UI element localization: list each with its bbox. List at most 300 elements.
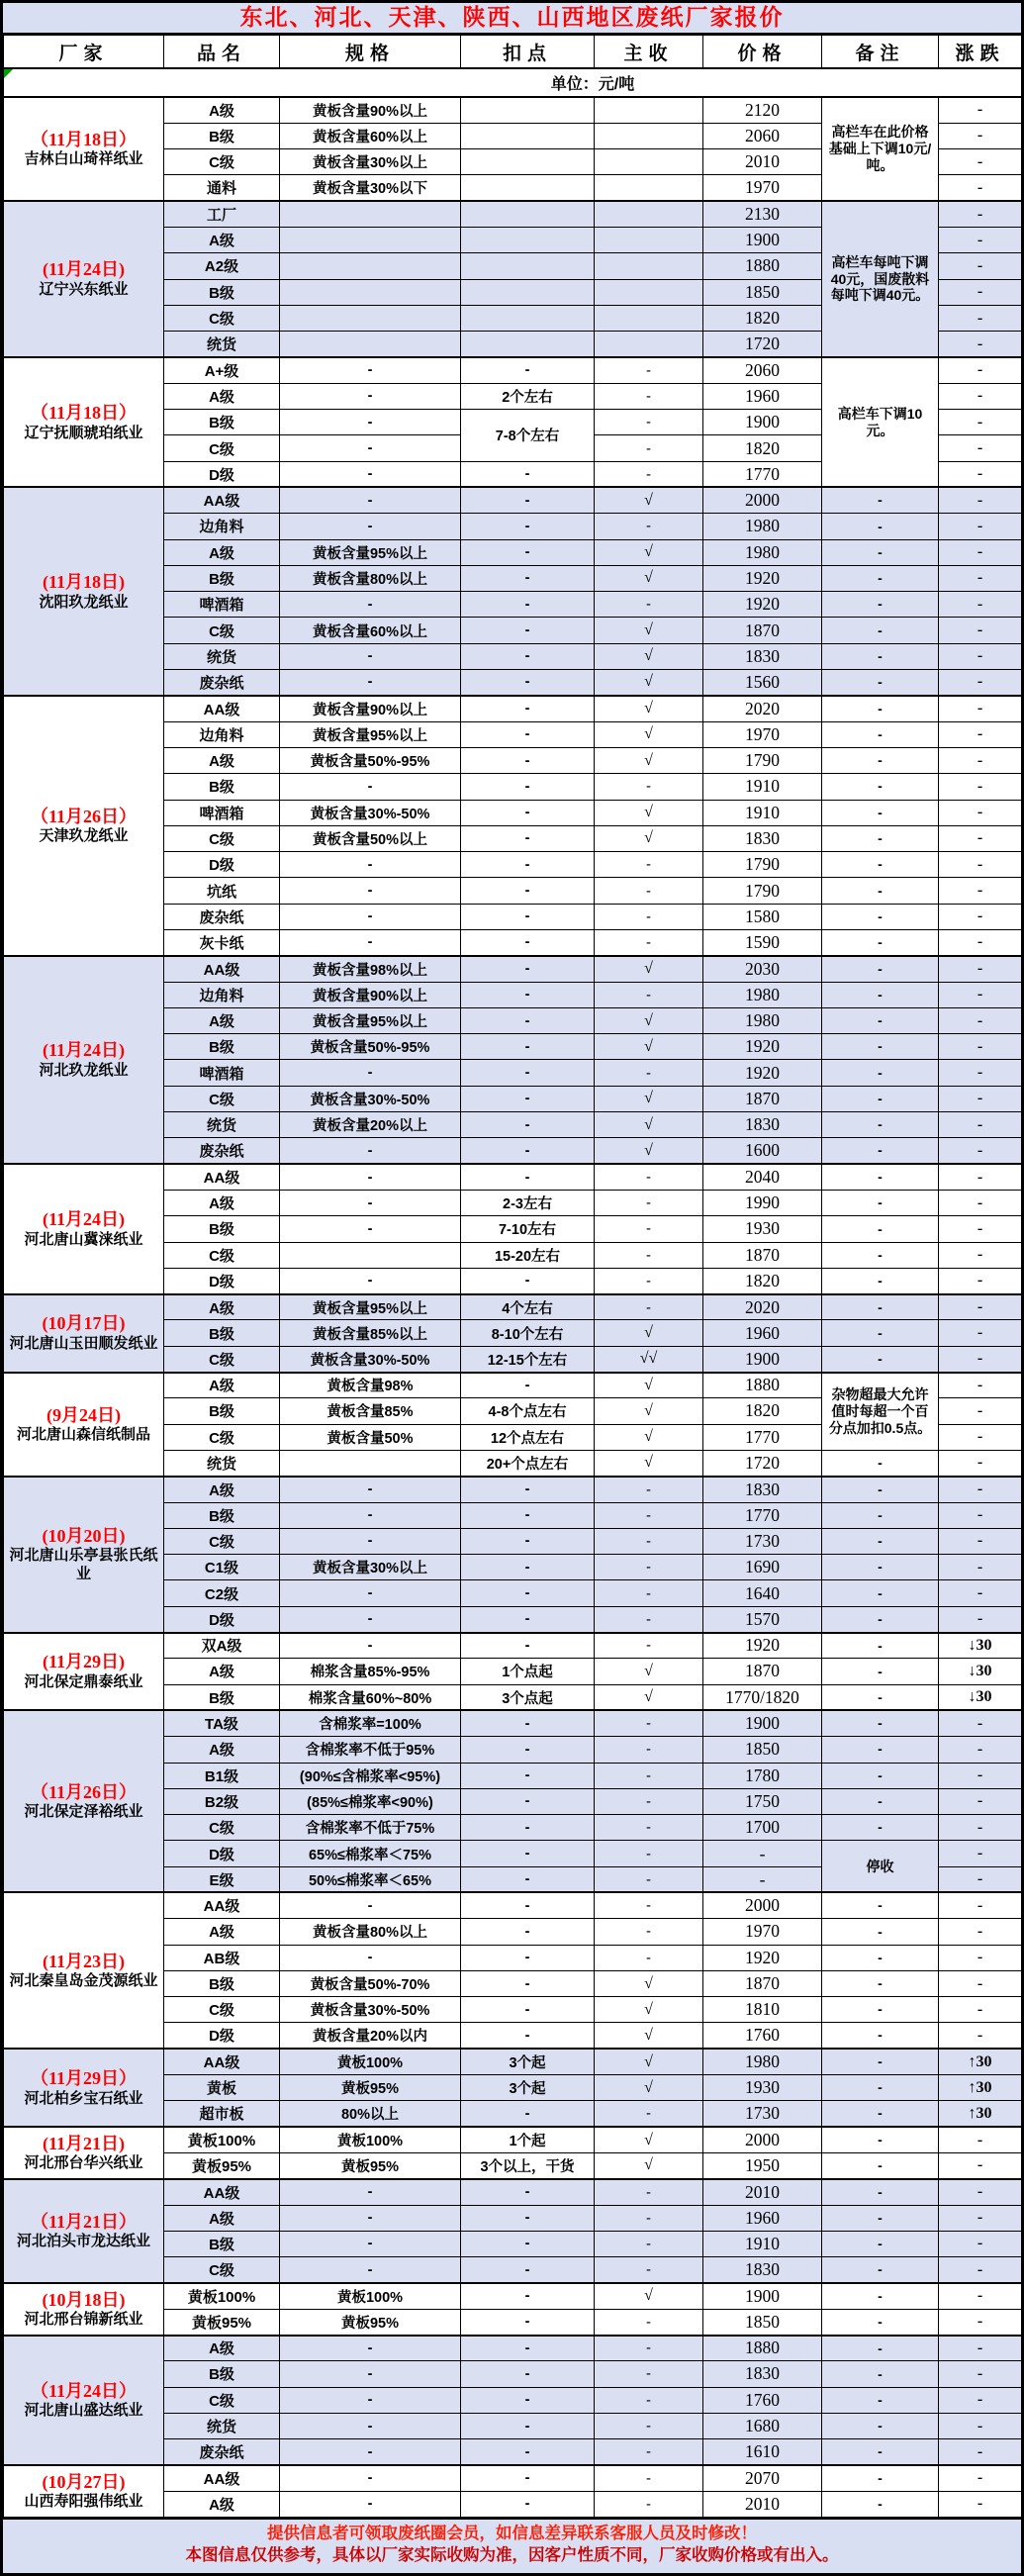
factory-cell: [4, 2283, 164, 2336]
factory-name: 河北邢台华兴纸业: [24, 2154, 143, 2172]
cell-product: B级: [164, 410, 280, 435]
cell-price: 2070: [703, 2465, 822, 2491]
cell-price: 1790: [703, 852, 822, 878]
cell-product: AB级: [164, 1945, 280, 1970]
cell-spec: -: [280, 1060, 461, 1086]
cell-note: -: [822, 2491, 939, 2517]
cell-product: 啤酒箱: [164, 1060, 280, 1086]
cell-main-collect: [595, 123, 703, 148]
cell-product: A级: [164, 1477, 280, 1502]
factory-date: (10月18日): [42, 2289, 126, 2310]
cell-note: -: [822, 2205, 939, 2231]
cell-spec: -: [280, 1164, 461, 1190]
cell-main-collect: -: [595, 1268, 703, 1293]
cell-main-collect: -: [595, 2465, 703, 2491]
factory-name: 河北唐山乐亭县张氏纸业: [9, 1547, 158, 1582]
cell-change: -: [939, 670, 1022, 696]
cell-main-collect: -: [595, 1294, 703, 1320]
cell-note: -: [822, 2231, 939, 2256]
cell-deduction: [461, 123, 595, 148]
cell-deduction: -: [461, 1788, 595, 1814]
cell-change: -: [939, 1216, 1022, 1242]
cell-main-collect: [595, 149, 703, 175]
factory-name: 河北保定泽裕纸业: [24, 1803, 143, 1821]
cell-main-collect: -: [595, 1710, 703, 1736]
cell-spec: 黄板95%: [280, 2075, 461, 2101]
cell-spec: -: [280, 643, 461, 669]
cell-price: 1960: [703, 383, 822, 409]
factory-date: (11月24日): [43, 259, 125, 280]
cell-deduction: -: [461, 1710, 595, 1736]
cell-main-collect: -: [595, 514, 703, 539]
cell-spec: -: [280, 461, 461, 487]
cell-product: A级: [164, 97, 280, 123]
cell-note: -: [822, 2309, 939, 2335]
cell-price: 1830: [703, 1477, 822, 1502]
cell-change: -: [939, 1398, 1022, 1424]
cell-product: D级: [164, 1268, 280, 1293]
table-header: [4, 36, 1022, 98]
cell-note: -: [822, 1007, 939, 1033]
cell-spec: 黄板100%: [280, 2049, 461, 2074]
cell-deduction: [461, 332, 595, 357]
cell-main-collect: [595, 305, 703, 331]
factory-section: [4, 956, 1022, 1164]
col-header-deduction: 扣点: [461, 36, 595, 69]
cell-main-collect: -: [595, 1502, 703, 1528]
cell-price: 1970: [703, 1919, 822, 1945]
factory-name: 河北秦皇岛金茂源纸业: [9, 1972, 158, 1990]
cell-note: -: [822, 982, 939, 1007]
factory-section: [4, 2127, 1022, 2179]
cell-main-collect: -: [595, 1190, 703, 1215]
cell-price: 1830: [703, 825, 822, 851]
cell-deduction: [461, 279, 595, 305]
cell-product: B级: [164, 1684, 280, 1710]
cell-spec: 黄板95%: [280, 2152, 461, 2178]
cell-note: -: [822, 1060, 939, 1086]
cell-change: -: [939, 1424, 1022, 1450]
cell-spec: 50%≤棉浆率＜65%: [280, 1866, 461, 1892]
cell-note: -: [822, 643, 939, 669]
cell-deduction: -: [461, 2387, 595, 2413]
cell-deduction: [461, 305, 595, 331]
cell-deduction: -: [461, 1970, 595, 1996]
cell-product: A级: [164, 227, 280, 252]
cell-main-collect: -: [595, 1866, 703, 1892]
table-row: [4, 1373, 1022, 1398]
cell-deduction: -: [461, 1997, 595, 2023]
cell-change: -: [939, 878, 1022, 904]
cell-deduction: [461, 227, 595, 252]
cell-price: 2040: [703, 1164, 822, 1190]
cell-spec: -: [280, 435, 461, 461]
cell-change: -: [939, 2283, 1022, 2309]
cell-note: -: [822, 2179, 939, 2205]
cell-spec: 80%以上: [280, 2101, 461, 2127]
cell-spec: 黄板含量85%: [280, 1398, 461, 1424]
cell-product: 黄板100%: [164, 2127, 280, 2152]
cell-product: AA级: [164, 487, 280, 513]
cell-deduction: -: [461, 1555, 595, 1580]
cell-change: -: [939, 696, 1022, 721]
factory-section: [4, 357, 1022, 487]
cell-deduction: -: [461, 696, 595, 721]
table-row: [4, 1892, 1022, 1918]
cell-price: 1910: [703, 800, 822, 825]
cell-spec: 黄板含量60%以上: [280, 123, 461, 148]
factory-name: 河北唐山森信纸制品: [16, 1426, 150, 1444]
cell-spec: -: [280, 2439, 461, 2465]
cell-price: 2020: [703, 696, 822, 721]
cell-spec: 黄板含量95%以上: [280, 1007, 461, 1033]
cell-note: -: [822, 670, 939, 696]
cell-price: 1900: [703, 1346, 822, 1372]
cell-deduction: -: [461, 2439, 595, 2465]
cell-price: 1760: [703, 2023, 822, 2049]
cell-change: -: [939, 1034, 1022, 1060]
cell-change: ↑30: [939, 2101, 1022, 2127]
cell-price: 1600: [703, 1138, 822, 1164]
cell-price: 2010: [703, 2179, 822, 2205]
table-row: [4, 1710, 1022, 1736]
cell-change: -: [939, 1112, 1022, 1138]
cell-change: -: [939, 904, 1022, 929]
unit-row: [4, 68, 1022, 97]
table-row: [4, 2336, 1022, 2361]
cell-change: -: [939, 2152, 1022, 2178]
cell-note: -: [822, 1555, 939, 1580]
cell-change: -: [939, 1580, 1022, 1606]
factory-name: 河北唐山玉田顺发纸业: [9, 1334, 158, 1352]
cell-note: -: [822, 1164, 939, 1190]
cell-deduction: 12-15个左右: [461, 1346, 595, 1372]
cell-product: B级: [164, 2361, 280, 2387]
cell-price: 1830: [703, 1112, 822, 1138]
cell-main-collect: √: [595, 1112, 703, 1138]
page-title: 东北、河北、天津、陕西、山西地区废纸厂家报价: [3, 3, 1021, 35]
cell-deduction: 20+个点左右: [461, 1450, 595, 1476]
cell-deduction: 2-3左右: [461, 1190, 595, 1215]
cell-spec: -: [280, 930, 461, 956]
cell-main-collect: √: [595, 618, 703, 643]
cell-change: -: [939, 1892, 1022, 1918]
cell-main-collect: -: [595, 1528, 703, 1554]
cell-main-collect: -: [595, 2257, 703, 2283]
cell-deduction: -: [461, 1268, 595, 1293]
cell-note: -: [822, 1294, 939, 1320]
cell-deduction: -: [461, 930, 595, 956]
cell-spec: -: [280, 2465, 461, 2491]
cell-price: 1610: [703, 2439, 822, 2465]
factory-cell: [4, 201, 164, 357]
factory-date: （11月18日）: [30, 129, 137, 149]
cell-product: D级: [164, 1841, 280, 1866]
cell-price: 1920: [703, 1633, 822, 1659]
cell-product: 废杂纸: [164, 1138, 280, 1164]
cell-main-collect: √: [595, 487, 703, 513]
cell-note: -: [822, 930, 939, 956]
cell-note: -: [822, 800, 939, 825]
cell-product: 工厂: [164, 201, 280, 227]
cell-price: 1780: [703, 1763, 822, 1788]
cell-main-collect: √: [595, 1034, 703, 1060]
factory-name: 吉林白山琦祥纸业: [24, 150, 143, 168]
cell-spec: 黄板含量98%以上: [280, 956, 461, 982]
cell-main-collect: √: [595, 1659, 703, 1684]
cell-product: C级: [164, 149, 280, 175]
factory-cell: [4, 1164, 164, 1293]
cell-note: -: [822, 1528, 939, 1554]
cell-product: C1级: [164, 1555, 280, 1580]
factory-section: [4, 2283, 1022, 2336]
cell-product: B级: [164, 123, 280, 148]
cell-price: 1810: [703, 1997, 822, 2023]
cell-product: A级: [164, 1373, 280, 1398]
factory-name: 河北唐山盛达纸业: [24, 2402, 143, 2420]
cell-deduction: -: [461, 2231, 595, 2256]
cell-deduction: 1个点起: [461, 1659, 595, 1684]
cell-change: -: [939, 2127, 1022, 2152]
cell-product: D级: [164, 2023, 280, 2049]
cell-product: A+级: [164, 357, 280, 383]
cell-change: -: [939, 305, 1022, 331]
cell-main-collect: -: [595, 930, 703, 956]
cell-note: -: [822, 539, 939, 565]
cell-note: -: [822, 1710, 939, 1736]
cell-price: 1920: [703, 565, 822, 591]
cell-change: -: [939, 149, 1022, 175]
cell-change: -: [939, 1086, 1022, 1111]
cell-spec: 黄板含量50%: [280, 1424, 461, 1450]
cell-note: -: [822, 2049, 939, 2074]
cell-price: 1900: [703, 410, 822, 435]
cell-product: AA级: [164, 1892, 280, 1918]
cell-change: -: [939, 1138, 1022, 1164]
cell-deduction: -: [461, 2283, 595, 2309]
cell-deduction: 1个起: [461, 2127, 595, 2152]
cell-product: A级: [164, 747, 280, 773]
cell-product: C2级: [164, 1580, 280, 1606]
cell-spec: -: [280, 592, 461, 618]
cell-product: B级: [164, 1970, 280, 1996]
cell-spec: 黄板含量80%以上: [280, 1919, 461, 1945]
cell-spec: 黄板含量30%-50%: [280, 1346, 461, 1372]
cell-change: -: [939, 1268, 1022, 1293]
cell-note: -: [822, 514, 939, 539]
cell-main-collect: -: [595, 1945, 703, 1970]
cell-change: -: [939, 1294, 1022, 1320]
cell-spec: 黄板含量30%以下: [280, 175, 461, 201]
cell-price: 1970: [703, 721, 822, 747]
cell-main-collect: -: [595, 435, 703, 461]
factory-section: [4, 2336, 1022, 2465]
cell-product: C级: [164, 1528, 280, 1554]
cell-deduction: -: [461, 2413, 595, 2438]
cell-spec: 黄板含量90%以上: [280, 982, 461, 1007]
cell-note: -: [822, 1268, 939, 1293]
cell-price: 1870: [703, 618, 822, 643]
footer-line-2: 本图信息仅供参考，具体以厂家实际收购为准，因客户性质不同，厂家收购价格或有出入。: [185, 2546, 839, 2565]
cell-product: 黄板100%: [164, 2283, 280, 2309]
cell-product: C级: [164, 2387, 280, 2413]
cell-change: -: [939, 227, 1022, 252]
cell-change: -: [939, 1788, 1022, 1814]
cell-spec: 黄板含量95%以上: [280, 539, 461, 565]
factory-date: (10月20日): [42, 1525, 126, 1546]
cell-spec: -: [280, 2413, 461, 2438]
cell-note: -: [822, 2257, 939, 2283]
cell-product: 坑纸: [164, 878, 280, 904]
cell-main-collect: √: [595, 643, 703, 669]
cell-main-collect: -: [595, 1555, 703, 1580]
cell-deduction: -: [461, 2205, 595, 2231]
table-row: [4, 1477, 1022, 1502]
cell-price: 1560: [703, 670, 822, 696]
factory-cell: [4, 2049, 164, 2127]
cell-note: -: [822, 2023, 939, 2049]
cell-change: -: [939, 774, 1022, 800]
cell-price: 2130: [703, 201, 822, 227]
cell-product: AA级: [164, 2465, 280, 2491]
cell-spec: 黄板含量20%以上: [280, 1112, 461, 1138]
cell-main-collect: √: [595, 800, 703, 825]
cell-change: -: [939, 1919, 1022, 1945]
cell-main-collect: -: [595, 2439, 703, 2465]
cell-price: 1870: [703, 1086, 822, 1111]
cell-main-collect: √: [595, 696, 703, 721]
cell-main-collect: -: [595, 774, 703, 800]
cell-deduction: -: [461, 825, 595, 851]
cell-main-collect: -: [595, 1841, 703, 1866]
cell-price: 1920: [703, 1034, 822, 1060]
cell-product: B级: [164, 1398, 280, 1424]
cell-main-collect: √: [595, 1424, 703, 1450]
cell-deduction: -: [461, 1866, 595, 1892]
cell-product: 边角料: [164, 514, 280, 539]
cell-main-collect: -: [595, 1216, 703, 1242]
factory-name: 河北玖龙纸业: [39, 1061, 129, 1079]
factory-section: [4, 1294, 1022, 1373]
cell-deduction: -: [461, 2101, 595, 2127]
cell-change: -: [939, 825, 1022, 851]
cell-main-collect: -: [595, 461, 703, 487]
cell-note: -: [822, 565, 939, 591]
cell-product: C级: [164, 1346, 280, 1372]
table-row: [4, 2127, 1022, 2152]
cell-spec: 黄板含量95%以上: [280, 721, 461, 747]
cell-note: -: [822, 1502, 939, 1528]
cell-price: 1930: [703, 1216, 822, 1242]
cell-main-collect: √: [595, 2283, 703, 2309]
cell-main-collect: -: [595, 1242, 703, 1268]
cell-note: 高栏车下调10元。: [822, 357, 939, 487]
cell-spec: 黄板含量60%以上: [280, 618, 461, 643]
cell-note: -: [822, 1450, 939, 1476]
cell-price: 2030: [703, 956, 822, 982]
cell-deduction: 4-8个点左右: [461, 1398, 595, 1424]
cell-change: -: [939, 982, 1022, 1007]
cell-product: AA级: [164, 1164, 280, 1190]
cell-product: 统货: [164, 1112, 280, 1138]
cell-spec: -: [280, 1190, 461, 1215]
cell-spec: -: [280, 487, 461, 513]
cell-spec: -: [280, 852, 461, 878]
cell-price: 1760: [703, 2387, 822, 2413]
cell-change: ↑30: [939, 2075, 1022, 2101]
cell-product: B级: [164, 1502, 280, 1528]
cell-main-collect: [595, 332, 703, 357]
cell-main-collect: √: [595, 1373, 703, 1398]
col-header-product: 品名: [164, 36, 280, 69]
cell-main-collect: -: [595, 592, 703, 618]
cell-price: 1870: [703, 1970, 822, 1996]
cell-product: D级: [164, 852, 280, 878]
cell-price: 1970: [703, 175, 822, 201]
cell-price: 1900: [703, 1710, 822, 1736]
cell-note: 杂物超最大允许值时每超一个百分点加扣0.5点。: [822, 1373, 939, 1451]
cell-note: -: [822, 1788, 939, 1814]
cell-note: -: [822, 2127, 939, 2152]
cell-spec: -: [280, 1216, 461, 1242]
cell-note: -: [822, 1320, 939, 1346]
cell-spec: 黄板含量50%以上: [280, 825, 461, 851]
cell-main-collect: √: [595, 539, 703, 565]
cell-price: 1950: [703, 2152, 822, 2178]
factory-cell: [4, 2465, 164, 2518]
factory-name: 河北唐山冀涞纸业: [24, 1230, 143, 1248]
cell-main-collect: √: [595, 2023, 703, 2049]
factory-cell: [4, 1892, 164, 2049]
cell-main-collect: √: [595, 747, 703, 773]
cell-change: -: [939, 1346, 1022, 1372]
factory-section: [4, 2465, 1022, 2518]
cell-main-collect: -: [595, 383, 703, 409]
cell-change: -: [939, 1320, 1022, 1346]
cell-change: ↓30: [939, 1633, 1022, 1659]
cell-product: A级: [164, 2336, 280, 2361]
cell-product: A级: [164, 1659, 280, 1684]
cell-spec: 黄板100%: [280, 2283, 461, 2309]
cell-deduction: -: [461, 2257, 595, 2283]
cell-spec: [280, 305, 461, 331]
cell-spec: [280, 332, 461, 357]
factory-name: 河北泊头市龙达纸业: [16, 2233, 150, 2250]
factory-section: [4, 696, 1022, 956]
cell-change: -: [939, 1007, 1022, 1033]
cell-main-collect: -: [595, 1164, 703, 1190]
cell-price: 1730: [703, 1528, 822, 1554]
cell-product: B级: [164, 774, 280, 800]
cell-spec: -: [280, 1606, 461, 1632]
table-row: [4, 956, 1022, 982]
factory-section: [4, 1892, 1022, 2049]
table-row: [4, 2049, 1022, 2074]
cell-deduction: -: [461, 1737, 595, 1763]
cell-change: -: [939, 1815, 1022, 1841]
cell-change: -: [939, 435, 1022, 461]
cell-spec: 黄板含量95%以上: [280, 1294, 461, 1320]
cell-price: 2000: [703, 2127, 822, 2152]
cell-main-collect: √: [595, 1997, 703, 2023]
cell-product: 啤酒箱: [164, 592, 280, 618]
cell-spec: -: [280, 878, 461, 904]
factory-cell: [4, 956, 164, 1164]
cell-deduction: -: [461, 1164, 595, 1190]
cell-price: 1870: [703, 1659, 822, 1684]
cell-change: -: [939, 1763, 1022, 1788]
cell-note: -: [822, 1970, 939, 1996]
